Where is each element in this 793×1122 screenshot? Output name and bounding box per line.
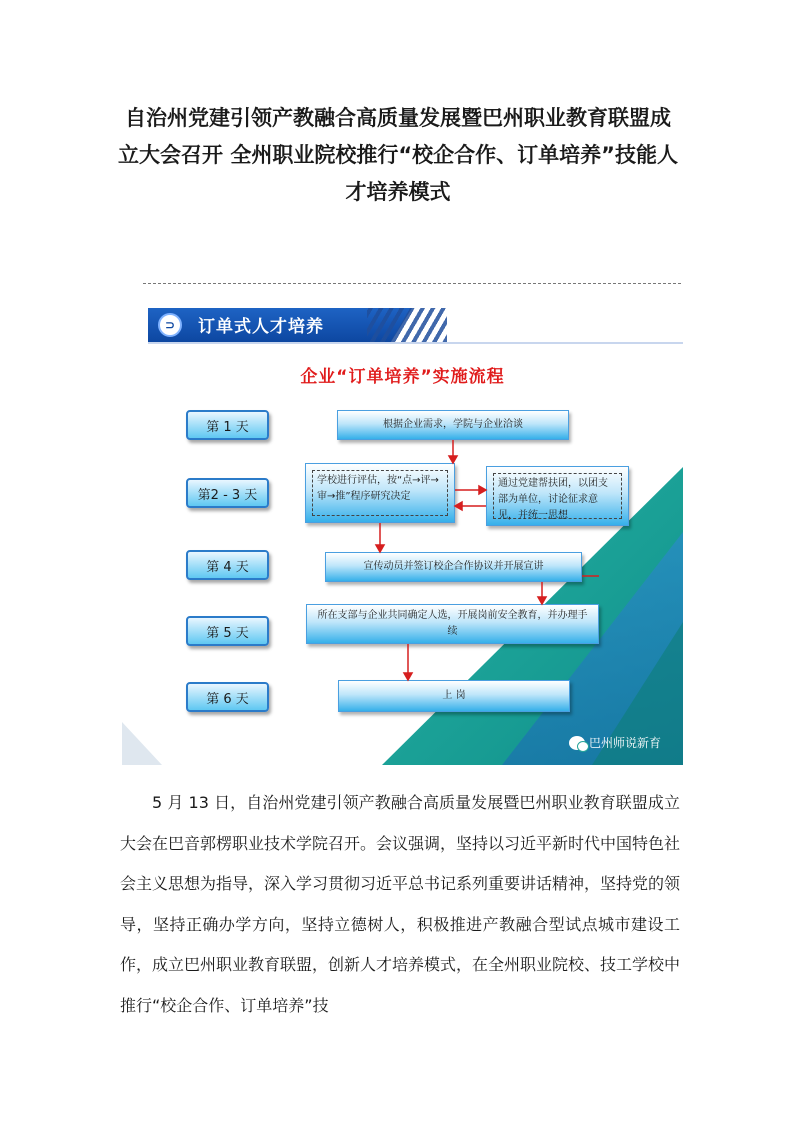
watermark (569, 734, 661, 751)
step-party-help-text: 通过党建帮扶团，以团支部为单位，讨论征求意见，并统一思想 (493, 473, 622, 519)
day-label-5: 第 6 天 (186, 682, 269, 712)
step-start-work-text: 上 岗 (442, 690, 466, 701)
banner-title: 订单式人才培养 (198, 317, 324, 337)
day-label-4: 第 5 天 (186, 616, 269, 646)
dashed-divider (143, 283, 681, 284)
day-label-2: 第2 - 3 天 (186, 478, 269, 508)
banner-circle-icon: ⊃ (158, 313, 182, 337)
wechat-icon (569, 736, 585, 750)
watermark-text: 巴州师说新育 (588, 736, 661, 750)
flow-title: 企业“订单培养”实施流程 (300, 367, 505, 387)
step-evaluate-text: 学校进行评估，按“点→评→审→推”程序研究决定 (312, 470, 448, 516)
step-sign-agreement-text: 宣传动员并签订校企合作协议并开展宣讲 (363, 561, 544, 572)
article-body: 5 月 13 日，自治州党建引领产教融合高质量发展暨巴州职业教育联盟成立大会在巴音郭楞职业技术学院召开。会议强调，坚持以习近平新时代中国特色社会主义思想为指导，深入学习贯彻习近平总书记系列重要讲话精神，坚持党的领导，坚持正确办学方向，坚持立德树人，积极推进产教融合型试点城市建设工作，成立巴州职业教育联盟，创新人才培养模式，在全州职业院校、技工学校中推行“校企合作、订单培养”技 (120, 793, 681, 1015)
day-label-1: 第 1 天 (186, 410, 269, 440)
step-negotiate-text: 根据企业需求，学院与企业洽谈 (383, 419, 523, 430)
step-select-candidates-text: 所在支部与企业共同确定人选，开展岗前安全教育，并办理手续 (317, 610, 588, 637)
flow-connectors (122, 292, 683, 765)
article-title: 自治州党建引领产教融合高质量发展暨巴州职业教育联盟成立大会召开 全州职业院校推行“校企合作、订单培养”技能人才培养模式 (118, 106, 678, 204)
flowchart-figure (122, 292, 683, 765)
day-label-3: 第 4 天 (186, 550, 269, 580)
